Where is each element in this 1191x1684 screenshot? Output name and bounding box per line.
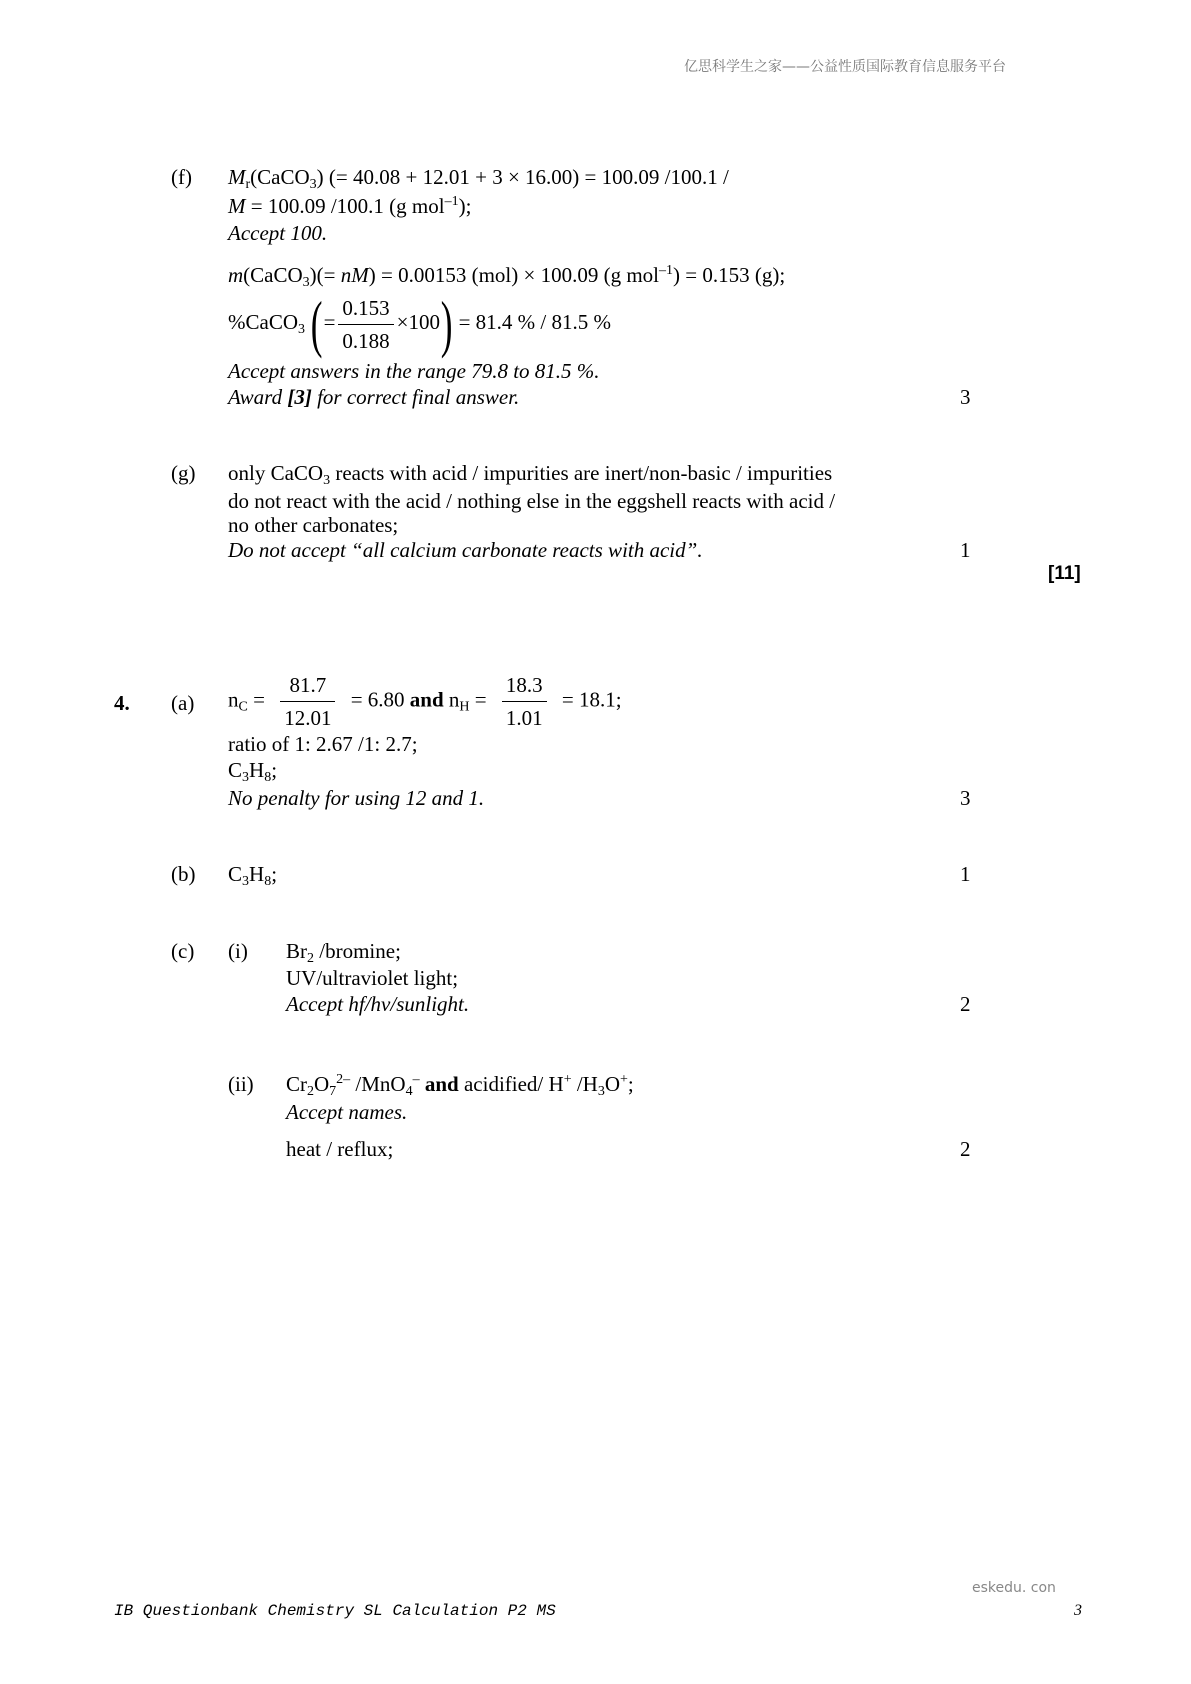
nh-numerator: 18.3 (502, 672, 547, 702)
part-4cii-label: (ii) (228, 1072, 254, 1096)
m-symbol: M (228, 194, 246, 218)
o-sub: 7 (329, 1084, 337, 1099)
formula-h: H (249, 758, 265, 782)
part-g-line1 (228, 460, 832, 486)
part-g-line2: do not react with the acid / nothing else in the eggshell reacts with acid / (228, 489, 836, 513)
nc-numerator: 81.7 (280, 672, 335, 702)
formula-c: C (228, 862, 243, 886)
nh-equals: = (469, 687, 487, 712)
pct-label: %CaCO (228, 309, 298, 334)
formula-c-sub: 3 (242, 770, 250, 785)
cr-sub: 2 (307, 1084, 314, 1099)
pct-equals: = (323, 309, 336, 334)
part-4a-mole-line (228, 672, 622, 731)
hydronium-sub: 3 (597, 1084, 605, 1099)
part-f-accept-100: Accept 100. (228, 221, 328, 245)
nc-fraction (280, 672, 335, 731)
mr-subscript: r (245, 177, 251, 192)
site-header: 亿思科学生之家——公益性质国际教育信息服务平台 (684, 59, 1006, 75)
pct-numerator: 0.153 (338, 295, 393, 325)
nc-sub: C (238, 699, 248, 715)
nc-denominator: 12.01 (284, 706, 332, 730)
pct-denominator: 0.188 (342, 328, 390, 353)
formula-h-sub: 8 (264, 874, 272, 889)
part-f-mr-line (228, 164, 729, 190)
part-f-accept-range: Accept answers in the range 79.8 to 81.5 %. (228, 359, 600, 383)
acid-end: ; (627, 1072, 634, 1096)
formula-h: H (249, 862, 265, 886)
part-4cii-note: Accept names. (286, 1100, 408, 1124)
formula-c: C (228, 758, 243, 782)
g-line1-sub: 3 (323, 473, 331, 488)
part-f-mass-line (228, 262, 785, 288)
part-4ci-condition: UV/ultraviolet light; (286, 966, 459, 990)
award-marks: [3] (287, 385, 312, 409)
left-paren: ( (311, 288, 323, 359)
mass-nm: nM (340, 263, 369, 287)
part-f-m-line (228, 193, 471, 219)
part-4c-label: (c) (171, 939, 195, 963)
nh-sub: H (459, 699, 470, 715)
br-name: /bromine; (314, 939, 401, 963)
mass-formula: (CaCO (243, 263, 303, 287)
part-f-marks: 3 (960, 385, 971, 409)
part-4ci-marks: 2 (960, 992, 971, 1016)
part-4a-formula (228, 757, 277, 783)
nh-symbol: n (443, 687, 460, 712)
question-4-number: 4. (114, 691, 130, 715)
hydronium-sup: + (620, 1072, 628, 1087)
part-4cii-condition: heat / reflux; (286, 1137, 394, 1161)
nc-symbol: n (228, 687, 239, 712)
mass-formula-sub: 3 (302, 275, 310, 290)
g-line1-text: only CaCO (228, 461, 324, 485)
m-expression-sup: –1 (444, 194, 459, 209)
m-expression-end: ); (458, 194, 472, 218)
and-text: and (424, 1072, 459, 1096)
pct-result: = 81.4 % / 81.5 % (458, 309, 611, 334)
part-4b-marks: 1 (960, 862, 971, 886)
part-4b-formula (228, 861, 277, 887)
mr-expression: ) (= 40.08 + 12.01 + 3 × 16.00) = 100.09 /100.1 / (316, 165, 729, 189)
part-4cii-marks: 2 (960, 1137, 971, 1161)
mno-sub: 4 (405, 1084, 413, 1099)
m-expression: = 100.09 /100.1 (g mol (245, 194, 445, 218)
part-4a-marks: 3 (960, 786, 971, 810)
part-g-line3: no other carbonates; (228, 513, 399, 537)
part-4ci-note: Accept hf/hv/sunlight. (286, 992, 470, 1016)
part-f-label: (f) (171, 165, 192, 189)
part-f-percent-line (228, 288, 611, 359)
award-text: Award (228, 385, 288, 409)
mass-result: ) = 0.153 (g); (673, 263, 786, 287)
footer-title: IB Questionbank Chemistry SL Calculation P2 MS (114, 1602, 556, 1620)
acid-sup: + (563, 1072, 572, 1087)
watermark: eskedu. con (972, 1580, 1056, 1596)
mr-formula: (CaCO (250, 165, 310, 189)
part-f-award (228, 384, 519, 410)
part-g-label: (g) (171, 461, 196, 485)
part-4b-label: (b) (171, 862, 196, 886)
page-number: 3 (1074, 1602, 1082, 1619)
o-sup: 2– (336, 1072, 351, 1087)
part-4cii-reagent (286, 1071, 634, 1097)
br-symbol: Br (286, 939, 307, 963)
mr-symbol: M (228, 165, 246, 189)
part-g-marks: 1 (960, 538, 971, 562)
nh-result: = 18.1; (561, 687, 622, 712)
mno-sup: – (412, 1072, 420, 1087)
part-4a-label: (a) (171, 691, 195, 715)
and-text: and (409, 687, 444, 712)
cr-symbol: Cr (286, 1072, 307, 1096)
mass-expression-sup: –1 (659, 263, 674, 278)
question-total: [11] (1048, 563, 1081, 584)
mno-symbol: /MnO (350, 1072, 406, 1096)
pct-times: ×100 (396, 309, 440, 334)
hydronium-o: O (604, 1072, 621, 1096)
pct-fraction (338, 295, 393, 354)
br-sub: 2 (307, 951, 314, 966)
mr-formula-sub: 3 (309, 177, 317, 192)
nc-result: = 6.80 (350, 687, 410, 712)
hydronium-h: /H (571, 1072, 598, 1096)
part-4ci-label: (i) (228, 939, 248, 963)
mass-eq-open: )(= (309, 263, 341, 287)
part-4a-note: No penalty for using 12 and 1. (228, 786, 485, 810)
award-text-end: for correct final answer. (311, 385, 520, 409)
g-line1-rest: reacts with acid / impurities are inert/non-basic / impurities (330, 461, 833, 485)
nh-denominator: 1.01 (505, 706, 543, 730)
formula-end: ; (271, 862, 278, 886)
right-paren: ) (440, 288, 453, 359)
mass-symbol: m (228, 263, 244, 287)
part-4ci-reagent (286, 938, 401, 964)
formula-h-sub: 8 (264, 770, 272, 785)
part-g-note: Do not accept “all calcium carbonate reacts with acid”. (228, 538, 703, 562)
nc-equals: = (247, 687, 265, 712)
pct-label-sub: 3 (298, 321, 305, 337)
part-4a-ratio: ratio of 1: 2.67 /1: 2.7; (228, 732, 418, 756)
formula-end: ; (271, 758, 278, 782)
acid-text: acidified/ H (458, 1072, 564, 1096)
o-symbol: O (314, 1072, 330, 1096)
mass-expression: ) = 0.00153 (mol) × 100.09 (g mol (368, 263, 660, 287)
formula-c-sub: 3 (242, 874, 250, 889)
nh-fraction (502, 672, 547, 731)
